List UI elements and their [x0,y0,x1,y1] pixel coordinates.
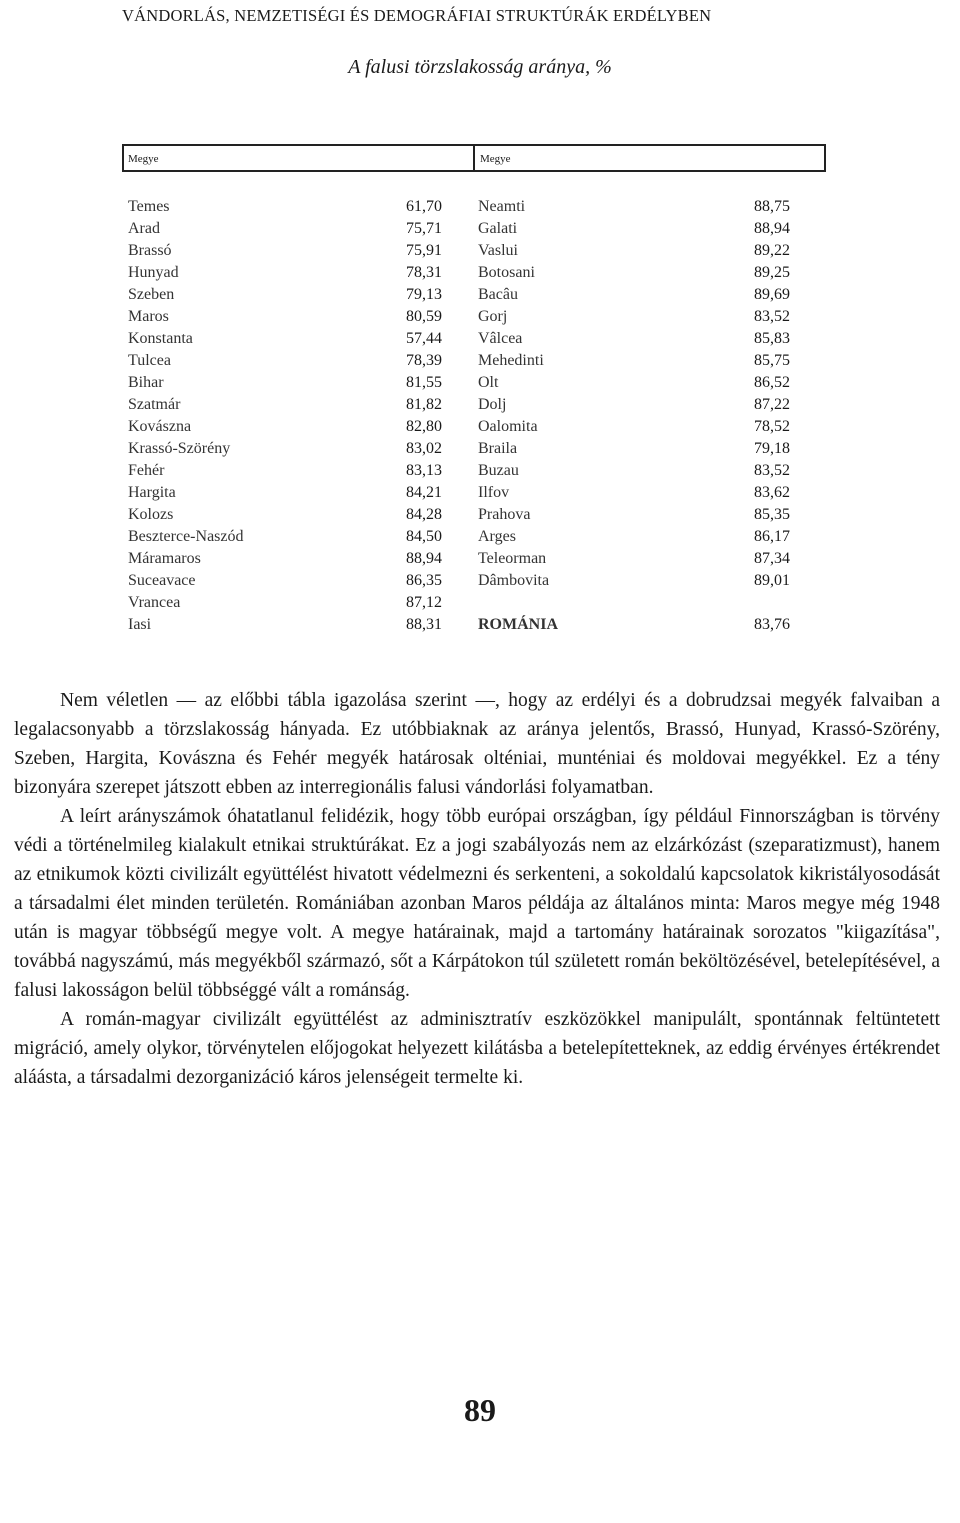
header-left: Megye [128,153,159,165]
table-row [128,526,442,548]
county-value: 87,22 [754,396,790,413]
county-value: 85,35 [754,506,790,523]
table-row [128,284,442,306]
county-name: Bihar [128,374,164,391]
county-value: 86,35 [406,572,442,589]
county-name: Fehér [128,462,165,479]
county-name: Tulcea [128,352,171,369]
county-name: Krassó-Szörény [128,440,231,457]
county-name: Vâlcea [478,330,523,347]
county-value: 78,31 [406,264,442,281]
table-caption: A falusi törzslakosság aránya, % [348,56,612,78]
county-value: 89,01 [754,572,790,589]
county-name: Suceavace [128,572,196,589]
table-row [128,394,442,416]
county-name: Vrancea [128,594,181,611]
table-row [128,416,442,438]
county-value: 84,21 [406,484,442,501]
table-row [128,592,442,614]
county-value: 88,31 [406,616,442,633]
county-value: 78,52 [754,418,790,435]
header-divider [473,146,475,170]
county-name: Konstanta [128,330,193,347]
table-row [128,438,442,460]
county-value: 81,82 [406,396,442,413]
county-name: Dolj [478,396,507,413]
table-row [478,350,790,372]
county-name: Brassó [128,242,172,259]
county-value: 85,83 [754,330,790,347]
county-name: Iasi [128,616,152,633]
page-number: 89 [464,1392,496,1428]
county-value: 84,50 [406,528,442,545]
county-name: Buzau [478,462,519,479]
county-value: 88,75 [754,198,790,215]
table-left-column [128,196,442,636]
table-row [478,328,790,350]
table-row [128,614,442,636]
county-value: 87,12 [406,594,442,611]
county-name: Oalomita [478,418,538,435]
county-name: Galati [478,220,518,237]
table-row [478,196,790,218]
table-right-column [478,196,790,636]
county-value: 88,94 [406,550,442,567]
table-row [478,526,790,548]
table-row [478,262,790,284]
county-name: Arges [478,528,516,545]
county-value: 85,75 [754,352,790,369]
county-name: Temes [128,198,170,215]
county-name: Kolozs [128,506,174,523]
table-row [128,196,442,218]
table-row [128,548,442,570]
county-name: Dâmbovita [478,572,550,589]
county-name: Maros [128,308,169,325]
table-row [478,548,790,570]
table-total-row [478,614,790,636]
county-value: 79,18 [754,440,790,457]
county-name: Hunyad [128,264,179,281]
table-row [128,460,442,482]
table-row [128,328,442,350]
county-name: Arad [128,220,160,237]
table-spacer [478,592,790,614]
table-row [128,306,442,328]
table-row [478,460,790,482]
county-name: Braila [478,440,518,457]
county-name: Hargita [128,484,176,501]
county-value: 84,28 [406,506,442,523]
county-name: Bacâu [478,286,518,303]
table-row [128,372,442,394]
table-row [128,504,442,526]
table-row [478,504,790,526]
county-value: 86,17 [754,528,790,545]
table-row [478,240,790,262]
table-row [478,372,790,394]
county-value: 87,34 [754,550,790,567]
county-value: 83,62 [754,484,790,501]
county-value: 79,13 [406,286,442,303]
county-value: 78,39 [406,352,442,369]
table-row [128,240,442,262]
table-row [478,416,790,438]
county-value: 80,59 [406,308,442,325]
table-row [128,350,442,372]
county-name: Máramaros [128,550,201,567]
county-name: Neamti [478,198,526,215]
table-header [122,144,826,172]
table-row [478,218,790,240]
county-name: Vaslui [478,242,518,259]
county-name: Botosani [478,264,535,281]
county-value: 88,94 [754,220,790,237]
table-row [128,218,442,240]
county-name: Gorj [478,308,508,325]
paragraph: A román-magyar civilizált együttélést az adminisztratív eszközökkel manipulált, spontánnak feltüntetett migráció, amely olykor, törvénytelen előjogokat helyezett kilátásba a betelepítetteknek, az eddig érvényes értékrendet aláásta, a társadalmi dezorganizáció káros jelenségeit termelte ki. [14,1009,940,1088]
county-value: 83,02 [406,440,442,457]
county-name: Olt [478,374,499,391]
table-row [128,482,442,504]
county-value: 83,52 [754,308,790,325]
county-value: 75,71 [406,220,442,237]
county-name: Ilfov [478,484,510,501]
county-value: 86,52 [754,374,790,391]
table-row [478,438,790,460]
total-value: 83,76 [754,616,790,633]
total-name: ROMÁNIA [478,616,558,633]
county-value: 83,13 [406,462,442,479]
table-row [478,284,790,306]
county-value: 61,70 [406,198,442,215]
paragraph: A leírt arányszámok óhatatlanul felidézik, hogy több európai országban, így például Finnországban is törvény védi a történelmileg kialakult etnikai struktúrákat. Ez a jogi szabályozás nem az elzárkózást (szeparatizmust), hanem az etnikumok közti civilizált együttélést hivatott védelmezni és serkenteni, a sokoldalú kapcsolatok kikristályosodását a társadalmi élet minden területén. Romániában azonban Maros példája az általános minta: Maros megye még 1948 után is magyar többségű megye volt. A megye határainak, majd a tartomány határainak sorozatos "kiigazítása", továbbá nagyszámú, más megyékből származó, sőt a Kárpátokon túl született román beköltözésével, betelepítésével, a falusi lakosságon belül többséggé vált a románság. [14,806,940,1001]
table-row [128,262,442,284]
table-row [478,482,790,504]
county-name: Teleorman [478,550,547,567]
running-head: VÁNDORLÁS, NEMZETISÉGI ÉS DEMOGRÁFIAI STRUKTÚRÁK ERDÉLYBEN [122,6,712,25]
county-value: 81,55 [406,374,442,391]
header-right: Megye [480,153,511,165]
county-value: 89,25 [754,264,790,281]
table-row [478,394,790,416]
table-row [128,570,442,592]
paragraph: Nem véletlen — az előbbi tábla igazolása szerint —, hogy az erdélyi és a dobrudzsai megyék falvaiban a legalacsonyabb a törzslakosság hányada. Ez utóbbiaknak az aránya jelentős, Brassó, Hunyad, Krassó-Szörény, Szeben, Hargita, Kovászna és Fehér megyék határosak olténiai, munténiai és moldovai megyékkel. Ez a tény bizonyára szerepet játszott ebben az interregionális falusi vándorlási folyamatban. [14,690,940,798]
county-name: Beszterce-Naszód [128,528,244,545]
county-value: 89,69 [754,286,790,303]
table-row [478,306,790,328]
county-name: Prahova [478,506,531,523]
county-name: Szatmár [128,396,181,413]
county-name: Kovászna [128,418,192,435]
county-value: 89,22 [754,242,790,259]
county-name: Mehedinti [478,352,544,369]
body-text [14,686,940,1092]
county-value: 83,52 [754,462,790,479]
county-value: 57,44 [406,330,442,347]
table-row [478,570,790,592]
county-value: 82,80 [406,418,442,435]
county-value: 75,91 [406,242,442,259]
county-name: Szeben [128,286,175,303]
